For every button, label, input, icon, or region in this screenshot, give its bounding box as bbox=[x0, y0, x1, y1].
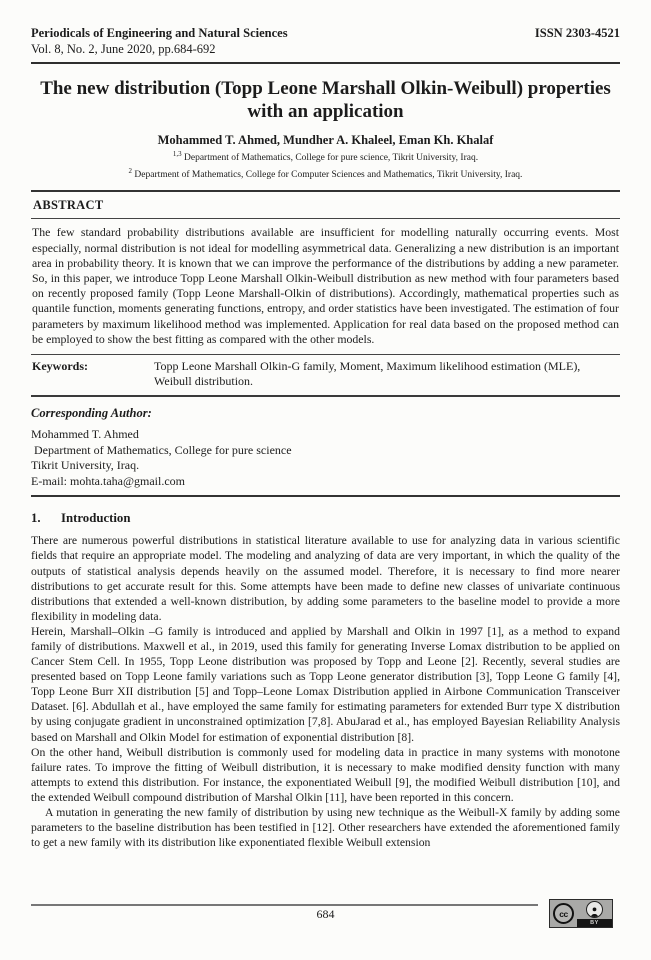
journal-header bbox=[31, 0, 620, 64]
section-title: Introduction bbox=[61, 511, 131, 526]
cc-by-license-badge bbox=[549, 899, 613, 928]
keywords-value: Topp Leone Marshall Olkin-G family, Moment, Maximum likelihood estimation (MLE), Weibull distribution. bbox=[154, 358, 581, 389]
corresponding-author-block bbox=[31, 427, 620, 495]
paper-title-line-1: The new distribution (Topp Leone Marshall Olkin-Weibull) properties bbox=[40, 78, 611, 99]
paper-title-line-2: with an application bbox=[247, 101, 404, 122]
keywords-row bbox=[31, 354, 620, 397]
affiliation-1-superscript: 1,3 bbox=[172, 150, 182, 158]
intro-paragraph-4: A mutation in generating the new family of distribution by using new technique as the Weibull-X family by adding some parameters to the baseline distribution has been testified in [12]. Other researchers have extended the aforementioned family to get a new family with its distribution like exponentiated flexible Weibull extension bbox=[31, 806, 620, 850]
corresponding-author-name: Mohammed T. Ahmed bbox=[31, 426, 139, 441]
intro-paragraph-3: On the other hand, Weibull distribution is commonly used for modeling data in practice in many systems with monotone failure rates. To improve the fitting of Weibull distribution, it is necessary to make modified density function with many attempts to extend this distribution. For instance, the exponentiated Weibull [9], the modified Weibull distribution [10], and the extended Weibull compound distribution of Marshal Olkin [11], have been reported in this concern. bbox=[31, 745, 620, 804]
affiliation-1 bbox=[31, 148, 620, 165]
journal-name: Periodicals of Engineering and Natural Sciences bbox=[31, 26, 288, 40]
cc-icon bbox=[550, 900, 577, 927]
section-number: 1. bbox=[31, 511, 41, 526]
corresponding-author-heading: Corresponding Author: bbox=[31, 405, 152, 420]
affiliation-1-text: Department of Mathematics, College for pure science, Tikrit University, Iraq. bbox=[181, 153, 479, 164]
intro-paragraph-2: Herein, Marshall–Olkin –G family is introduced and applied by Marshall and Olkin in 1997 [1], as a method to expand family of distributions. Maxwell et al., in 2019, used this family for generating Inverse Lomax distribution to be applied on Cancer Stem Cell. In 1955, Topp Leone distribution was proposed by Topp and Leone [2]. Recently, several studies are presented based on Topp Leone family variations such as Topp Leone generator distribution [3], Topp Leone G family [4], Topp Leone Burr XII distribution [5] and Topp–Leone Lomax Distribution applied in Airbone Communication Transceiver Dataset. [6]. Abdullah et al., have employed the same family for estimating parameters for extended Burr type X distribution by using conjugate gradient in unconstrained optimization [7,8]. AbuJarad et al., has employed Bayesian Reliability Analysis based on Marshall and Olkin Model for estimation of exponential distribution [8]. bbox=[31, 624, 620, 744]
corresponding-author-university: Tikrit University, Iraq. bbox=[31, 458, 140, 473]
page-number: 684 bbox=[316, 907, 335, 921]
header-divider bbox=[31, 62, 620, 64]
author-list: Mohammed T. Ahmed, Mundher A. Khaleel, Eman Kh. Khalaf bbox=[157, 133, 494, 147]
intro-paragraph-1: There are numerous powerful distributions in statistical literature available to use for analyzing data in various scientific fields that require an appropriate model. The modeling and analyzing of data are very important, in which the quality of the outputs of statistical analysis depends heavily on the assumed model. Therefore, it is necessary to find more nearer distributions to get accurate result for this. Some attempts have been made to define new classes of univariate continuous distributions that extended a well-known distribution, by adding some parameters to the baseline model to provide a more flexibility in modeling data. bbox=[31, 534, 620, 623]
corresponding-author-divider bbox=[31, 495, 620, 497]
footer-divider bbox=[31, 904, 538, 906]
affiliation-2-superscript: 2 bbox=[128, 166, 133, 175]
corresponding-author-department: Department of Mathematics, College for pure science bbox=[31, 442, 292, 457]
abstract-text: The few standard probability distributions available are insufficient for modelling naturally occurring events. Most especially, normal distribution is not ideal for modelling asymmetrical data. Generalizing a new distribution is an important area in probability theory. It is known that we can improve the performance of the distributions by adding a new parameter. So, in this paper, we introduce Topp Leone Marshall Olkin-Weibull distribution as new method with four parameters based on recently proposed family (Topp Leone Marshall-Olkin of distributions). Accordingly, mathematical properties such as quantile function, moments generating functions, entropy, and order statistics have been investigated. The estimation of four parameters by maximum likelihood method was implemented. Application for real data based on the proposed method can be employed to show the best fitting as compared with the other models. bbox=[32, 225, 619, 346]
corresponding-author-email: E-mail: mohta.taha@gmail.com bbox=[31, 473, 186, 488]
paper-title bbox=[31, 77, 620, 123]
volume-issue-line: Vol. 8, No. 2, June 2020, pp.684-692 bbox=[31, 42, 216, 56]
by-label: BY bbox=[577, 919, 612, 927]
issn-number: ISSN 2303-4521 bbox=[534, 26, 620, 40]
person-icon bbox=[577, 900, 612, 919]
cc-circle-glyph: cc bbox=[553, 903, 574, 924]
abstract-heading: ABSTRACT bbox=[33, 198, 104, 213]
cc-by-attribution-section bbox=[577, 900, 612, 927]
affiliation-2-text: Department of Mathematics, College for Computer Sciences and Mathematics, Tikrit University, Iraq. bbox=[132, 169, 523, 180]
introduction-body bbox=[31, 533, 620, 850]
affiliation-2 bbox=[31, 165, 620, 182]
keywords-label: Keywords: bbox=[32, 358, 88, 373]
section-heading-introduction bbox=[31, 510, 620, 526]
